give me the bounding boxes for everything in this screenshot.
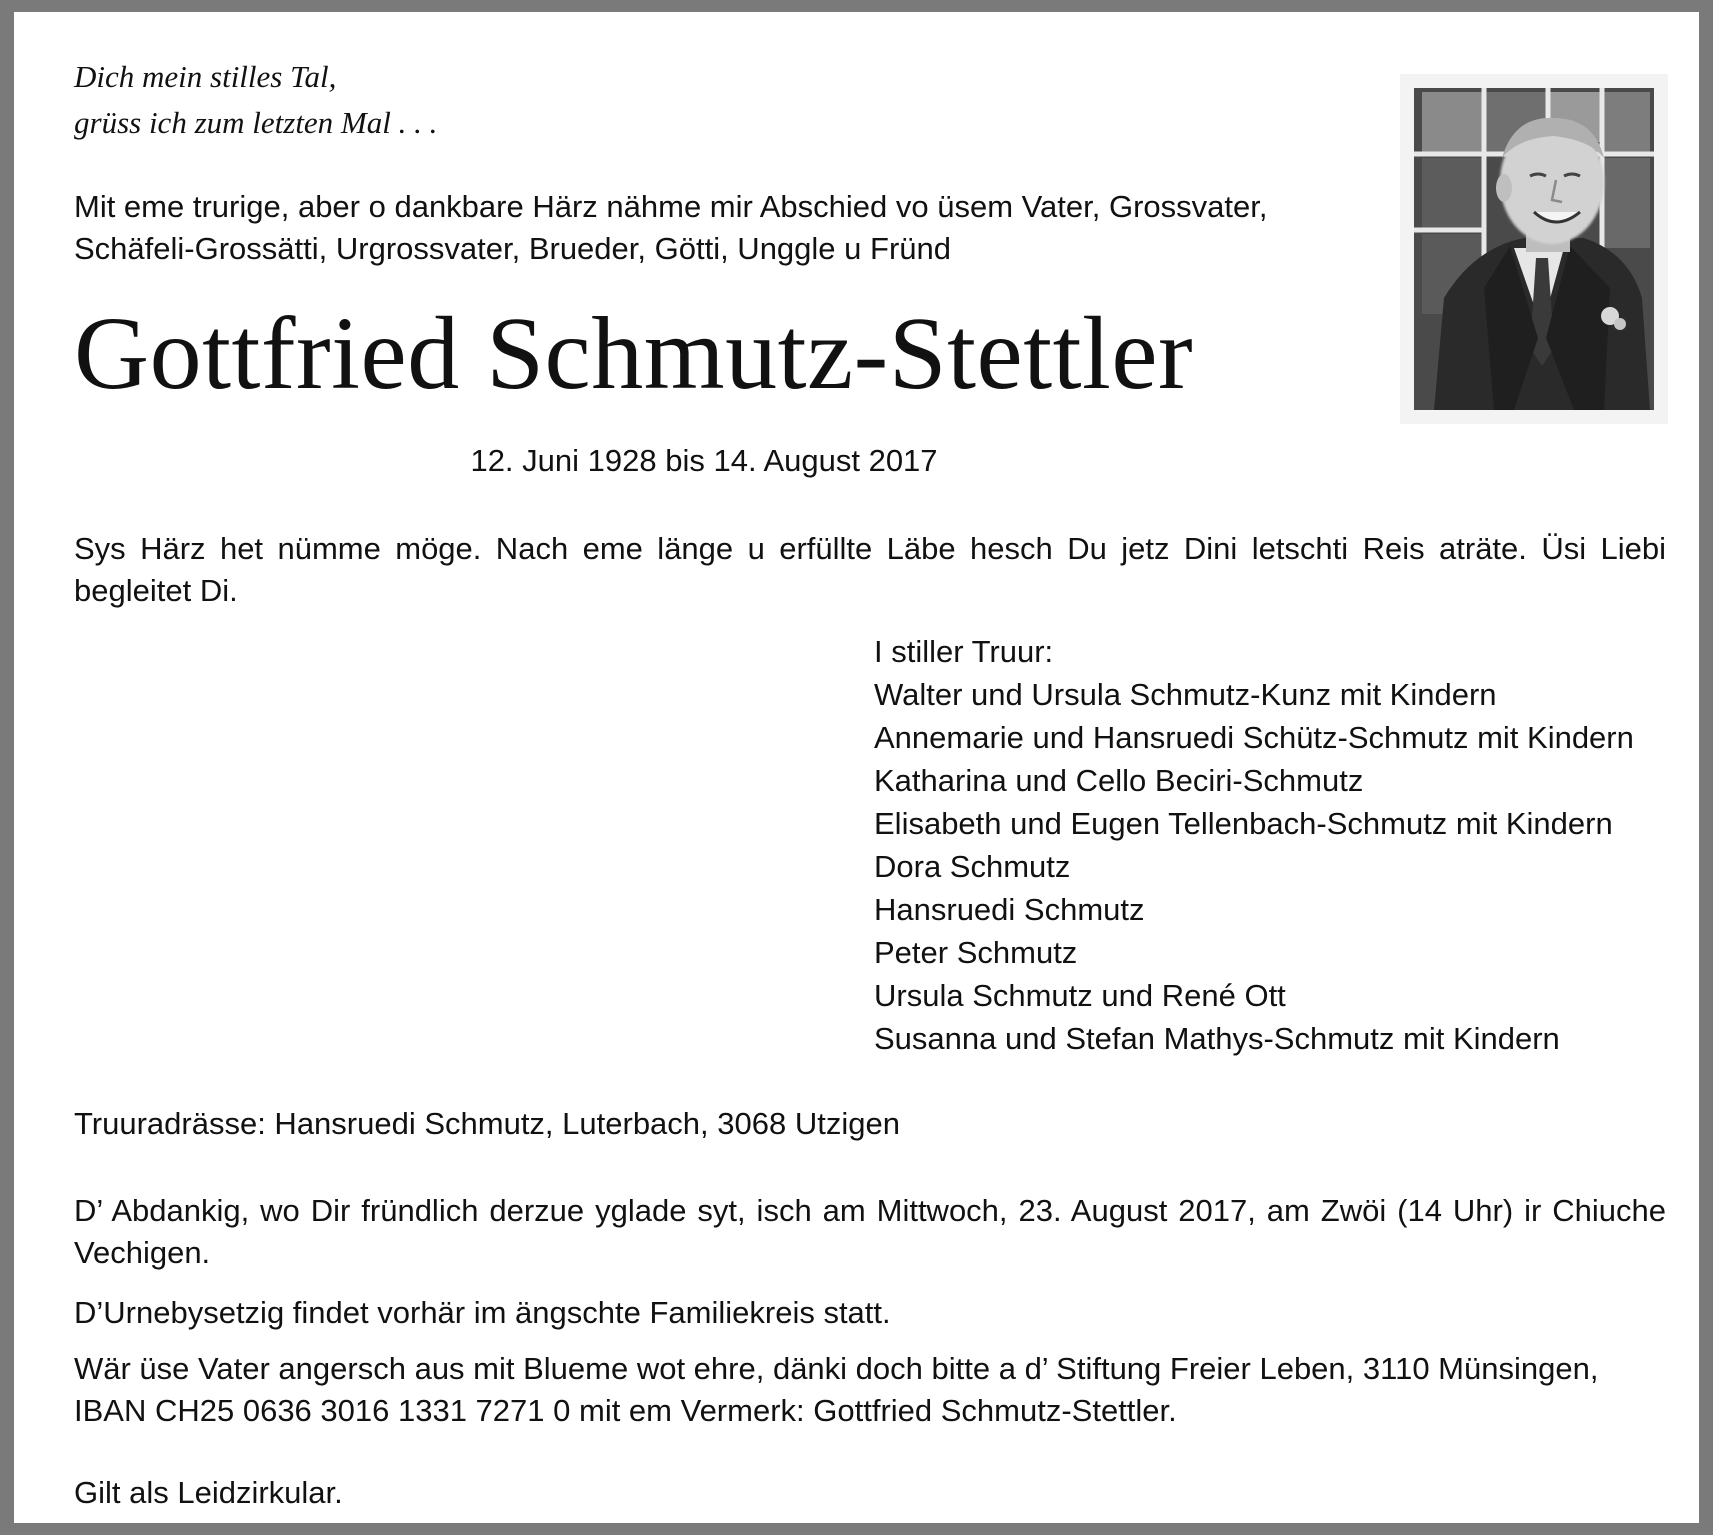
poem-line-2: grüss ich zum letzten Mal . . . (74, 105, 438, 140)
intro-line-1: Mit eme trurige, aber o dankbare Härz nähme mir Abschied vo üsem Vater, Grossvater, (74, 189, 1268, 224)
mourner-entry: Dora Schmutz (874, 849, 1071, 884)
portrait-photo (1400, 74, 1668, 424)
portrait-image (1414, 88, 1654, 410)
mourner-entry: Peter Schmutz (874, 935, 1078, 970)
intro-text (74, 186, 1374, 270)
mourners-heading: I stiller Truur: (874, 634, 1054, 669)
urn-burial-paragraph: D’Urnebysetzig findet vorhär im ängschte Familiekreis statt. (74, 1295, 891, 1330)
mourner-entry: Walter und Ursula Schmutz-Kunz mit Kindern (874, 677, 1497, 712)
mourner-entry: Annemarie und Hansruedi Schütz-Schmutz mit Kindern (874, 720, 1634, 755)
mourner-entry: Ursula Schmutz und René Ott (874, 978, 1286, 1013)
donation-paragraph (74, 1348, 1666, 1432)
mourner-entry: Hansruedi Schmutz (874, 892, 1145, 927)
intro-line-2: Schäfeli-Grossätti, Urgrossvater, Brueder, Götti, Unggle u Fründ (74, 231, 951, 266)
poem (74, 54, 437, 146)
poem-line-1: Dich mein stilles Tal, (74, 59, 337, 94)
mourner-entry: Katharina und Cello Beciri-Schmutz (874, 763, 1364, 798)
mourners-list (874, 630, 1634, 1060)
deceased-name: Gottfried Schmutz-Stettler (74, 296, 1194, 411)
mourning-address: Truuradrässe: Hansruedi Schmutz, Luterbach, 3068 Utzigen (74, 1106, 900, 1141)
mourner-entry: Elisabeth und Eugen Tellenbach-Schmutz mit Kindern (874, 806, 1613, 841)
donation-line-1: Wär üse Vater angersch aus mit Blueme wot ehre, dänki doch bitte a d’ Stiftung Freier Leben, 3110 Münsingen, (74, 1351, 1599, 1386)
donation-line-2: IBAN CH25 0636 3016 1331 7271 0 mit em Vermerk: Gottfried Schmutz-Stettler. (74, 1393, 1177, 1428)
ceremony-paragraph: D’ Abdankig, wo Dir fründlich derzue yglade syt, isch am Mittwoch, 23. August 2017, am Zwöi (14 Uhr) ir Chiuche Vechigen. (74, 1193, 1666, 1270)
farewell-paragraph: Sys Härz het nümme möge. Nach eme länge u erfüllte Läbe hesch Du jetz Dini letschti Reis aträte. Üsi Liebi begleitet Di. (74, 531, 1666, 608)
closing-note: Gilt als Leidzirkular. (74, 1475, 343, 1510)
mourner-entry: Susanna und Stefan Mathys-Schmutz mit Kindern (874, 1021, 1560, 1056)
life-dates: 12. Juni 1928 bis 14. August 2017 (470, 443, 938, 478)
